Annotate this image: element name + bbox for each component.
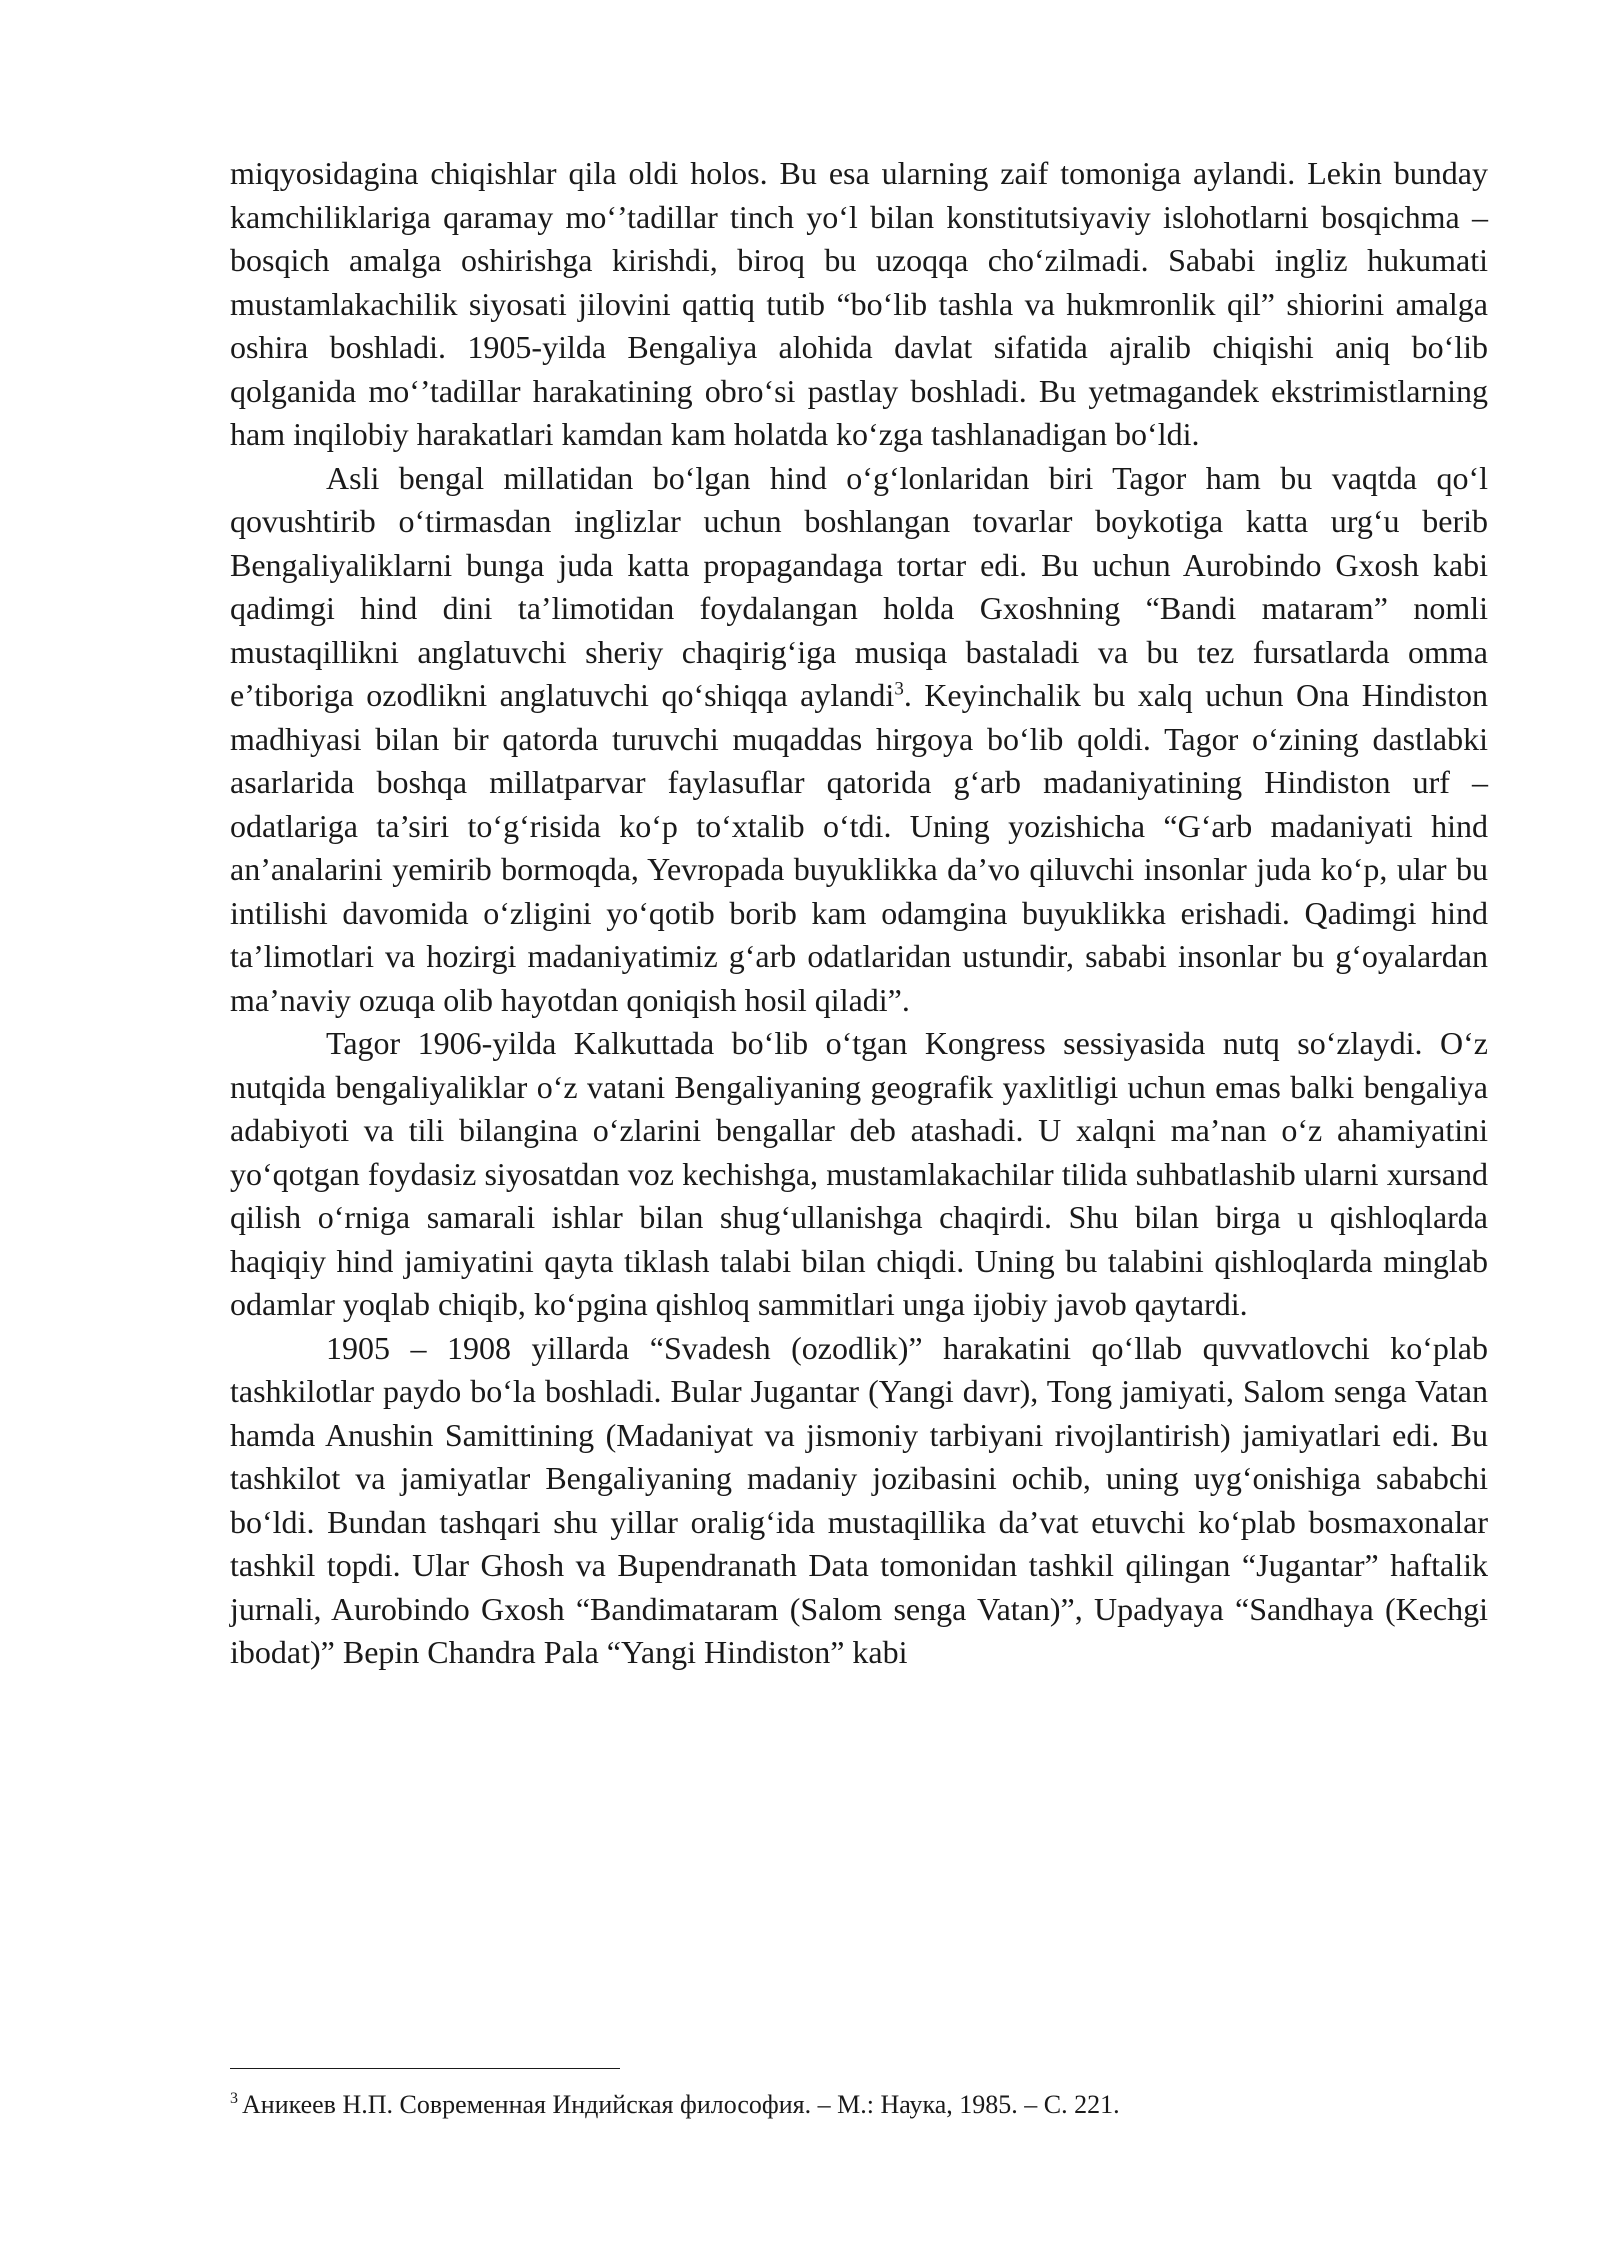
paragraph-1: miqyosidagina chiqishlar qila oldi holos. Bu esa ularning zaif tomoniga aylandi. Lekin bunday kamchiliklariga qaramay mo‘’tadillar tinch yo‘l bilan konstitutsiyaviy islohotlarni bosqichma – bosqich amalga oshirishga kirishdi, biroq bu uzoqqa cho‘zilmadi. Sababi ingliz hukumati mustamlakachilik siyosati jilovini qattiq tutib “bo‘lib tashla va hukmronlik qil” shiorini amalga oshira boshladi. 1905-yilda Bengaliya alohida davlat sifatida ajralib chiqishi aniq bo‘lib qolganida mo‘’tadillar harakatining obro‘si pastlay boshladi. Bu yetmagandek ekstrimistlarning ham inqilobiy harakatlari kamdan kam holatda ko‘zga tashlanadigan bo‘ldi. (230, 155, 1488, 452)
footnote-text: Аникеев Н.П. Современная Индийская философия. – М.: Наука, 1985. – С. 221. (242, 2090, 1120, 2119)
footnote-mark: 3 (230, 2090, 238, 2108)
paragraph-3: Tagor 1906-yilda Kalkuttada bo‘lib o‘tgan Kongress sessiyasida nutq so‘zlaydi. O‘z nutqida bengaliyaliklar o‘z vatani Bengaliyaning geografik yaxlitligi uchun emas balki bengaliya adabiyoti va tili bilangina o‘zlarini bengallar deb atashadi. U xalqni ma’nan o‘z ahamiyatini yo‘qotgan foydasiz siyosatdan voz kechishga, mustamlakachilar tilida suhbatlashib ularni xursand qilish o‘rniga samarali ishlar bilan shug‘ullanishga chaqirdi. Shu bilan birga u qishloqlarda haqiqiy hind jamiyatini qayta tiklash talabi bilan chiqdi. Uning bu talabini qishloqlarda minglab odamlar yoqlab chiqib, ko‘pgina qishloq sammitlari unga ijobiy javob qaytardi. (230, 1025, 1488, 1322)
paragraph-2-text-a: Asli bengal millatidan bo‘lgan hind o‘g‘lonlaridan biri Tagor ham bu vaqtda qo‘l qovushtirib o‘tirmasdan inglizlar uchun boshlangan tovarlar boykotiga katta urg‘u berib Bengaliyaliklarni bunga juda katta propagandaga tortar edi. Bu uchun Aurobindo Gxosh kabi qadimgi hind dini ta’limotidan foydalangan holda Gxoshning “Bandi mataram” nomli mustaqillikni anglatuvchi sheriy chaqirig‘iga musiqa bastaladi va bu tez fursatlarda omma e’tiboriga ozodlikni anglatuvchi qo‘shiqqa aylandi (230, 459, 1488, 713)
body-text (230, 152, 1488, 1675)
paragraph-2-text-b: . Keyinchalik bu xalq uchun Ona Hindiston madhiyasi bilan bir qatorda turuvchi muqaddas hirgoya bo‘lib qoldi. Tagor o‘zining dastlabki asarlarida boshqa millatparvar faylasuflar qatorida g‘arb madaniyatining Hindiston urf – odatlariga ta’siri to‘g‘risida ko‘p to‘xtalib o‘tdi. Uning yozishicha “G‘arb madaniyati hind an’analarini yemirib bormoqda, Yevropada buyuklikka da’vo qiluvchi insonlar juda ko‘p, ular bu intilishi davomida o‘zligini yo‘qotib borib kam odamgina buyuklikka erishadi. Qadimgi hind ta’limotlari va hozirgi madaniyatimiz g‘arb odatlaridan ustundir, sababi insonlar bu g‘oyalardan ma’naviy ozuqa olib hayotdan qoniqish hosil qiladi”. (230, 677, 1489, 1018)
paragraph-2 (230, 457, 1488, 1023)
footnote-reference[interactable]: 3 (894, 678, 904, 700)
footnote-separator (230, 2068, 620, 2069)
paragraph-4: 1905 – 1908 yillarda “Svadesh (ozodlik)” harakatini qo‘llab quvvatlovchi ko‘plab tashkilotlar paydo bo‘la boshladi. Bular Jugantar (Yangi davr), Tong jamiyati, Salom senga Vatan hamda Anushin Samittining (Madaniyat va jismoniy tarbiyani rivojlantirish) jamiyatlari edi. Bu tashkilot va jamiyatlar Bengaliyaning madaniy jozibasini ochib, uning uyg‘onishiga sababchi bo‘ldi. Bundan tashqari shu yillar oralig‘ida mustaqillika da’vat etuvchi ko‘plab bosmaxonalar tashkil topdi. Ular Ghosh va Bupendranath Data tomonidan tashkil qilingan “Jugantar” haftalik jurnali, Aurobindo Gxosh “Bandimataram (Salom senga Vatan)”, Upadyaya “Sandhaya (Kechgi ibodat)” Bepin Chandra Pala “Yangi Hindiston” kabi (230, 1329, 1488, 1670)
footnote (230, 2088, 1488, 2122)
